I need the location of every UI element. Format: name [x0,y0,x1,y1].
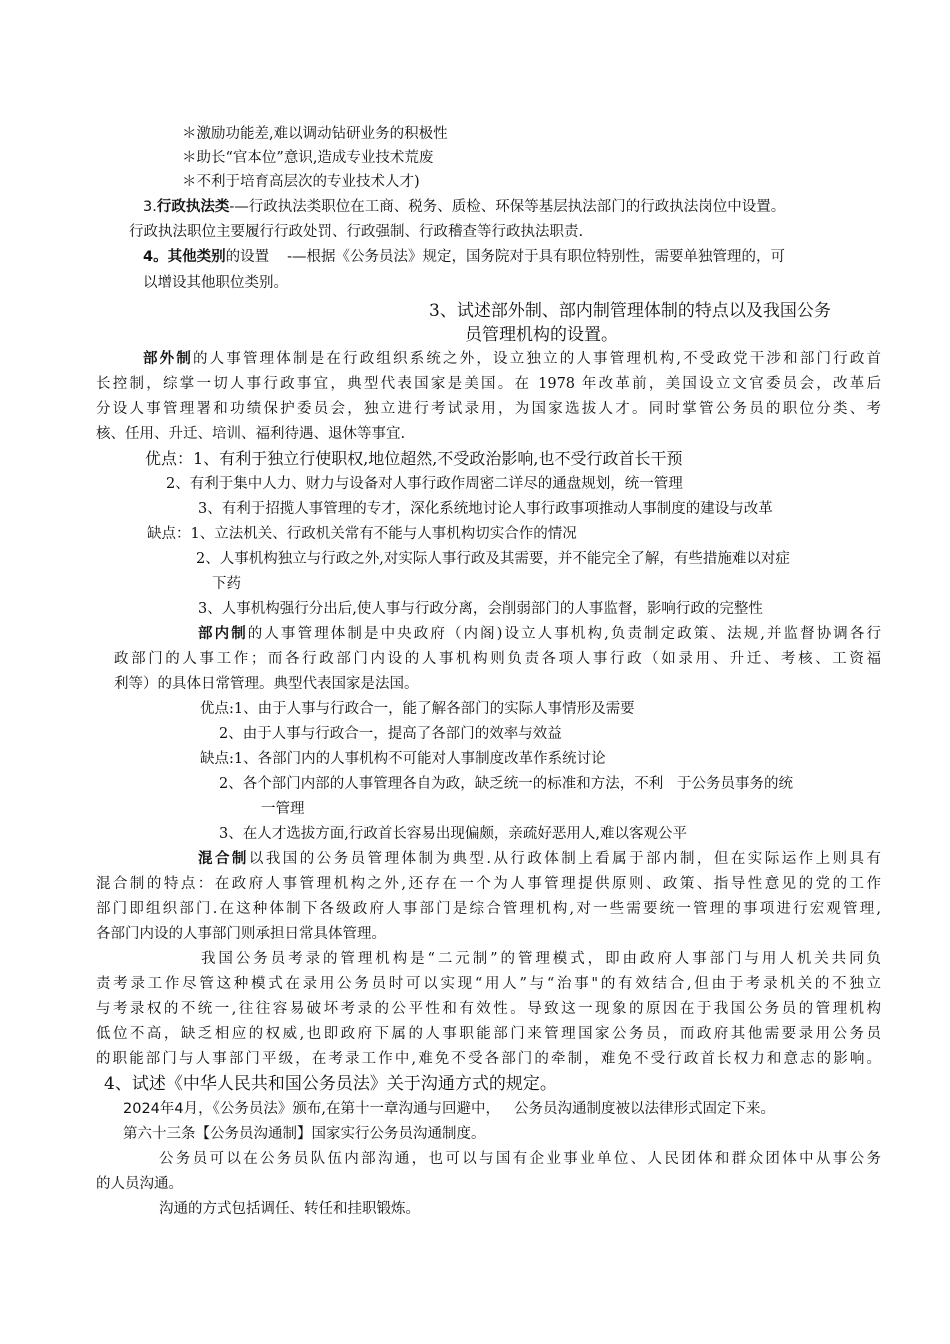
paragraph-text: -—行政执法类职位在工商、税务、质检、环保等基层执法部门的行政执法岗位中设置。 [229,199,786,215]
pros-item: 2、有利于集中人力、财力与设备对人事行政作周密二详尽的通盘规划，统一管理 [166,476,683,492]
law-enforcement-line [143,197,785,217]
pros-item: 2、由于人事与行政合一，提高了各部门的效率与效益 [219,726,562,742]
question-heading: 3、试述部外制、部内制管理体制的特点以及我国公务 [429,301,831,321]
section-title: 其他类别 [167,248,226,265]
paragraph-line: 与考录权的不统一,往往容易破坏考录的公平性和有效性。导致这一现象的原因在于我国公务员的管理机构 [96,1001,881,1017]
paragraph-line: 分设人事管理署和功绩保护委员会，独立进行考试录用，为国家选拔人才。同时掌管公务员的职位分类、考 [96,401,881,417]
paragraph-text: -—根据《公务员法》规定，国务院对于具有职位特别性，需要单独管理的，可 [287,249,785,265]
other-category-line [143,247,785,267]
paragraph-text: 的人事管理体制是在行政组织系统之外，设立独立的人事管理机构,不受政党干涉和部门行政首 [193,351,882,367]
section-title: 行政执法类 [156,198,230,215]
paragraph-line: 责考录工作尽管这种模式在录用公务员时可以实现“用人”与“治事"的有效结合,但由于考录机关的不独立 [96,976,881,992]
cons-label: 缺点: [200,751,234,767]
section-number: 4。 [143,249,168,265]
paragraph-text: 的人事管理体制是中央政府（内阁)设立人事机构,负责制定政策、法规,并监督协调各行 [247,626,881,642]
section-number: 3. [143,199,157,215]
paragraph-line: 行政执法职位主要履行行政处罚、行政强制、行政稽查等行政执法职责. [129,224,584,240]
pros-line [145,449,682,469]
date-text: 2024年4月， [123,1101,213,1117]
paragraph-line: 沟通的方式包括调任、转任和挂职锻炼。 [159,1201,420,1217]
paragraph-line [198,624,881,644]
paragraph-line: 以增设其他职位类别。 [143,275,288,291]
cons-item: 3、在人才选拔方面,行政首长容易出现偏颇，亲疏好恶用人,难以客观公平 [219,826,687,842]
paragraph-line: 公务员可以在公务员队伍内部沟通，也可以与国有企业事业单位、人民团体和群众团体中从事公务 [159,1151,881,1167]
term-title: 部内制 [198,625,248,642]
cons-item: 2、人事机构独立与行政之外,对实际人事行政及其需要，并不能完全了解，有些措施难以对症 [196,551,790,567]
paragraph-text: 公务员沟通制度被以法律形式固定下来。 [514,1101,775,1117]
cons-line [200,749,606,769]
pros-item: 3、有利于招揽人事管理的专才，深化系统地讨论人事行政事项推动人事制度的建设与改革 [198,501,773,517]
cons-item: 1、各部门内的人事机构不可能对人事制度改革作系统讨论 [233,751,606,767]
paragraph-line: 的人员沟通。 [96,1176,183,1192]
question-heading: 员管理机构的设置。 [465,325,618,345]
term-title: 混合制 [198,850,249,867]
paragraph-line: 利等）的具体日常管理。典型代表国家是法国。 [114,676,419,692]
paragraph-line [198,849,881,869]
cons-item: 2、各个部门内部的人事管理各自为政，缺乏统一的标准和方法，不利 于公务员事务的统 [219,776,794,792]
paragraph-line: 长控制，综掌一切人事行政事宜，典型代表国家是美国。在 1978 年改革前，美国设立文官委员会，改革后 [96,376,881,392]
pros-label: 优点： [145,449,194,468]
cons-line [147,524,577,544]
cons-item: 一管理 [261,801,305,817]
question-heading: 4、试述《中华人民共和国公务员法》关于沟通方式的规定。 [104,1074,557,1094]
pros-item: 1、由于人事与行政合一，能了解各部门的实际人事情形及需要 [233,701,635,717]
paragraph-line: 低位不高，缺乏相应的权威,也即政府下属的人事职能部门来管理国家公务员，而政府其他需要录用公务员 [96,1026,881,1042]
pros-label: 优点: [200,701,234,717]
paragraph-line [143,349,881,369]
paragraph-line [123,1099,775,1119]
cons-item: 下药 [212,576,241,592]
cons-label: 缺点： [147,526,191,542]
pros-line [200,699,635,719]
term-title: 部外制 [143,350,194,367]
paragraph-line: 政部门的人事工作；而各行政部门内设的人事机构则负责各项人事行政（如录用、升迁、考核、工资福 [114,651,881,667]
pros-item: 1、有利于独立行使职权,地位超然,不受政治影响,也不受行政首长干预 [193,449,683,468]
paragraph-line: 各部门内设的人事部门则承担日常具体管理。 [96,926,386,942]
paragraph-text: 的设置 [225,249,270,265]
paragraph-line: 第六十三条【公务员沟通制】国家实行公务员沟通制度。 [123,1126,486,1142]
paragraph-line: 混合制的特点：在政府人事管理机构之外,还存在一个为人事管理提供原则、政策、指导性意见的党的工作 [96,876,881,892]
paragraph-line: 部门即组织部门.在这种体制下各级政府人事部门是综合管理机构,对一些需要统一管理的事项进行宏观管理, [96,901,881,917]
paragraph-line: 我国公务员考录的管理机构是“二元制”的管理模式，即由政府人事部门与用人机关共同负 [201,951,881,967]
cons-item: 1、立法机关、行政机关常有不能与人事机构切实合作的情况 [190,526,577,542]
paragraph-line: 核、任用、升迁、培训、福利待遇、退休等事宜. [96,426,406,442]
cons-item: 3、人事机构强行分出后,使人事与行政分离，会削弱部门的人事监督，影响行政的完整性 [198,601,763,617]
paragraph-text: 《公务员法》颁布,在第十一章沟通与回避中， [212,1101,500,1117]
bullet-line: ＊助长“官本位”意识,造成专业技术荒废 [182,150,434,166]
paragraph-line: 的职能部门与人事部门平级，在考录工作中,难免不受各部门的牵制，难免不受行政首长权力和意志的影响。 [96,1051,881,1067]
paragraph-text: 以我国的公务员管理体制为典型.从行政体制上看属于部内制，但在实际运作上则具有 [248,851,882,867]
bullet-line: ＊激励功能差,难以调动钻研业务的积极性 [182,126,448,142]
bullet-line: ＊不利于培育高层次的专业技术人才) [182,174,420,190]
